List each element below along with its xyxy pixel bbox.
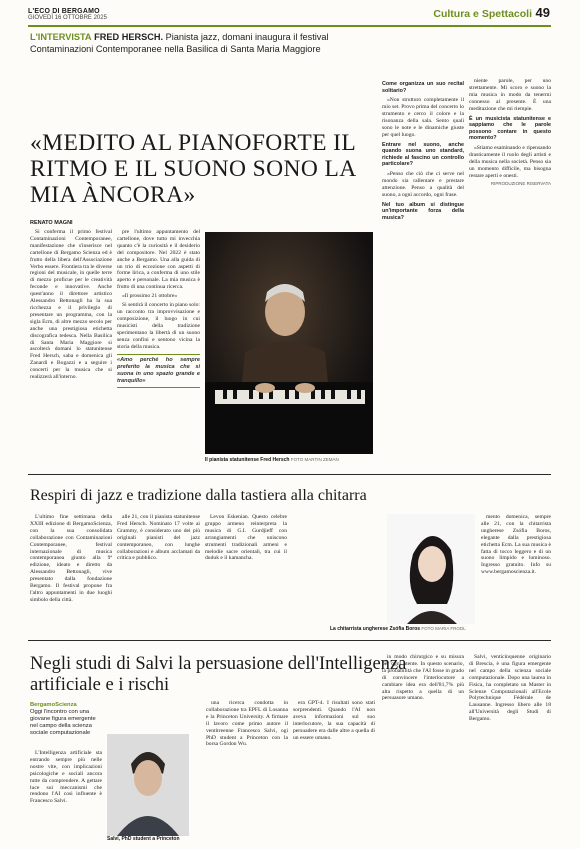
article1-kicker xyxy=(30,31,375,55)
photo-credit: FOTO MARIA FRODL xyxy=(421,626,466,631)
paragraph: era GPT-4. I risultati sono stati sorprendenti. Quando l'AI non aveva informazioni sul suo interlocutore, la sua capacità di persuadere era dalle altre a quella di un essere umano. xyxy=(293,700,375,741)
paragraph: mento domenica, sempre alle 21, con la chitarrista ungherese Zsófia Boros, elegante dalla prestigiosa etichetta Ecm. La sua musica è fatta di tocco leggero e di un suono limpido e luminoso. Ingresso gratuito. Info su www.bergamoscienza.it. xyxy=(481,514,551,576)
article3-kicker xyxy=(30,702,102,737)
interview-question: Entrare nel suono, anche quando suona uno standard, richiede al fascino un controllo particolare? xyxy=(382,141,464,168)
article1-column-1 xyxy=(30,229,112,459)
article3-headline: Negli studi di Salvi la persuasione dell'Intelligenza artificiale e i rischi xyxy=(30,654,407,695)
section-title: Cultura e Spettacoli xyxy=(433,8,532,20)
kicker-label: BergamoScienza xyxy=(30,702,77,708)
caption-text: La chitarrista ungherese Zsófia Boros xyxy=(330,626,421,632)
paragraph: «Non strutturo completamente il mio set. Provo prima del concerto lo strumento e cerco il colore e la risonanza della sala. Sento quali sono le note e le dinamiche giuste per quel luogo. xyxy=(382,97,464,138)
article1-column-4 xyxy=(469,78,551,463)
article1-byline: RENATO MAGNI xyxy=(30,220,73,226)
article2-column-4 xyxy=(481,514,551,632)
article3-column-1 xyxy=(30,750,102,842)
pull-quote: «Amo perché ho sempre preferito la musica che si suona in uno spazio grande e tranquillo» xyxy=(117,354,200,388)
paragraph: una ricerca condotta in collaborazione tra EPFL di Losanna e la Princeton University. A firmare il lavoro come primo autore il ventitreenne Francesco Salvi, ogi PhD student a Princeton con la borsa Gordon Wu. xyxy=(206,700,288,748)
publication-name: L'ECO DI BERGAMO xyxy=(28,8,100,15)
paragraph: «Penso che ciò che ci serve nel mondo sia rallentare e prestare attenzione. Penso a qualità del suono, a ogni accordo, ogni frase. xyxy=(382,171,464,198)
kicker-text: Pianista jazz, domani inaugura il festival Contaminazioni Contemporanee nella Basilica di Santa Maria Maggiore xyxy=(30,32,329,54)
article2-photo-caption xyxy=(330,626,490,632)
article2-column-3 xyxy=(205,514,287,632)
pianist-illustration xyxy=(205,232,373,454)
article3-column-5 xyxy=(469,654,551,842)
photo-credit: FOTO MARTIN ZEMAN xyxy=(290,457,339,462)
kicker-name: FRED HERSCH. xyxy=(94,32,164,42)
salvi-photo xyxy=(107,734,189,836)
article1-column-3 xyxy=(382,78,464,463)
copyright-notice: RIPRODUZIONE RISERVATA xyxy=(490,181,551,187)
paragraph: «Stiamo esaminando e ripensando drasticamente il ruolo degli artisti e della musica nella società. Penso sia un momento difficile, ma bisogna restare aperti e onesti. xyxy=(469,144,551,179)
paragraph: «Il prossimo 21 ottobre» xyxy=(122,293,178,300)
paragraph: alle 21, con il pianista statunitense Fred Hersch. Nominato 17 volte ai Grammy, è considerato uno dei più originali pianisti del jazz contemporaneo, con lunghe collaborazioni e album acclamati da critica e pubblico. xyxy=(117,514,200,562)
kicker-label: L'INTERVISTA xyxy=(30,32,92,42)
article2-headline: Respiri di jazz e tradizione dalla tastiera alla chitarra xyxy=(30,487,367,504)
article3-photo-caption xyxy=(107,836,207,842)
paragraph: in modo chirurgico e su misura per ogni utente. In questo scenario, la probabilità che l'AI fosse in grado di convincere l'interlocutore a cambiare idea era dell'81,7% più alta rispetto a quella di un persuasore umano. xyxy=(382,654,464,702)
boros-photo xyxy=(387,514,475,624)
article3-column-2 xyxy=(206,700,288,842)
paragraph: Si conferma il primo festival Contaminazioni Contemporanee, manifestazione che s'inserisce nel cartellone di Bergamo Scienza ed è frutto della libera dell'Associazione Verbo essere. Frontiera tra le diverse regioni del musicale, in quelle terre di mezzo proficue per le creatività feconde e innovative. Anche quest'anno il direttore artistico Alessandro Bettonagli ha la sua ricchezza e il privilegio di presentare un programma, con la sigla Ecm, di altre mezzo secolo per anche una prestigiosa etichetta discografica tedesca. Nella Basilica di Santa Maria Maggiore si ascolterà domani lo statunitense Fred Hersch, saba e domenica gli Zanardi e Bogazzi e a seguire i concerti per la musica che si realizzerà all'interno. xyxy=(30,229,112,381)
article1-photo-caption xyxy=(205,457,375,463)
article1-column-2 xyxy=(117,229,200,459)
article3-column-3 xyxy=(293,700,375,842)
page-number: 49 xyxy=(535,5,550,20)
issue-date: GIOVEDÌ 16 OTTOBRE 2025 xyxy=(28,15,107,21)
paragraph: L'ultimo fine settimana della XXIII edizione di BergamoScienza, con la sua consolidata collaborazione con Contaminazioni Contemporanee, festival internazionale di musica contemporanea giunto alla 9ª edizione, ideato e diretto da Alessandro Bettonagli, vive presentato dalla fondazione Bergamo. Il festival propone fra l'altro appuntamenti in due luoghi simbolo della città. xyxy=(30,514,112,603)
article-separator xyxy=(28,474,551,475)
paragraph: Salvi, venticinquenne originario di Brescia, è una figura emergente nel campo della scienza sociale computazionale. Dopo una laurea in Fisica, ha completato un Master in Scienze Computazionali all'Ecole Polytechnique Fédérale de Lausanne. Ingresso libero alle 18 all'Università degli Studi di Bergamo. xyxy=(469,654,551,723)
caption-text: Il pianista statunitense Fred Hersch xyxy=(205,457,290,463)
paragraph: niente parole, per uno strettamente. Mi scoro e suono la mia musica in modo da tenermi connesso al presente. È una meditazione che mi riempie. xyxy=(469,78,551,112)
interview-question: Nel tuo album si distingue un'importante forza della musica? xyxy=(382,201,464,221)
interview-question: Come organizza un suo recital solitario? xyxy=(382,81,464,94)
guitarist-illustration xyxy=(387,514,475,624)
paragraph: Si sentirà il concerto in piano solo: un racconto tra improvvisazione e composizione, il luogo in cui musicisti della tradizione sperimentano la libertà di un suono senza confini e sentono vicina la storia della musica. xyxy=(117,302,200,350)
portrait-illustration xyxy=(107,734,189,836)
article3-column-4 xyxy=(382,654,464,842)
paragraph: pre l'ultimo appuntamento del cartellone, dove tutto mi invecchia quanto c'è la curiosità e il desiderio del compositore. Nel 2022 è stato anche a Bergamo. Una alla guida di un trio di eccezione con aspetti di forme lirica, a conferma di uno stile aperto e personale. La mia musica è frutto di una continua ricerca. xyxy=(117,229,200,291)
article-separator xyxy=(28,640,551,641)
kicker-text: Oggi l'incontro con una giovane figura emergente nel campo della scienza sociale computazionale xyxy=(30,709,96,736)
article2-column-2 xyxy=(117,514,200,632)
paragraph: L'Intelligenza artificiale sta entrando sempre più nelle nostre vite, con implicazioni psicologiche e sociali ancora tutte da comprendere. A gettare luce sui meccanismi che rendono l'AI così influente è Francesco Salvi. xyxy=(30,750,102,805)
hersch-photo xyxy=(205,232,373,454)
article1-headline: «MEDITO AL PIANOFORTE IL RITMO E IL SUONO SONO LA MIA ÀNCORA» xyxy=(30,130,356,208)
article2-column-1 xyxy=(30,514,112,632)
caption-text: Salvi, PhD student a Princeton xyxy=(107,836,180,842)
header-rule xyxy=(28,25,551,27)
paragraph: Levon Eskenian. Questo celebre gruppo armeno reinterpreta la musica di G.I. Gurdjieff con arrangiamenti che uniscono strumenti tradizionali armeni e melodie sacre orientali, tra cui il duduk e il kamancha. xyxy=(205,514,287,562)
interview-question: È un musicista statunitense e sappiamo che le parole possono contare in questo momento? xyxy=(469,115,551,142)
